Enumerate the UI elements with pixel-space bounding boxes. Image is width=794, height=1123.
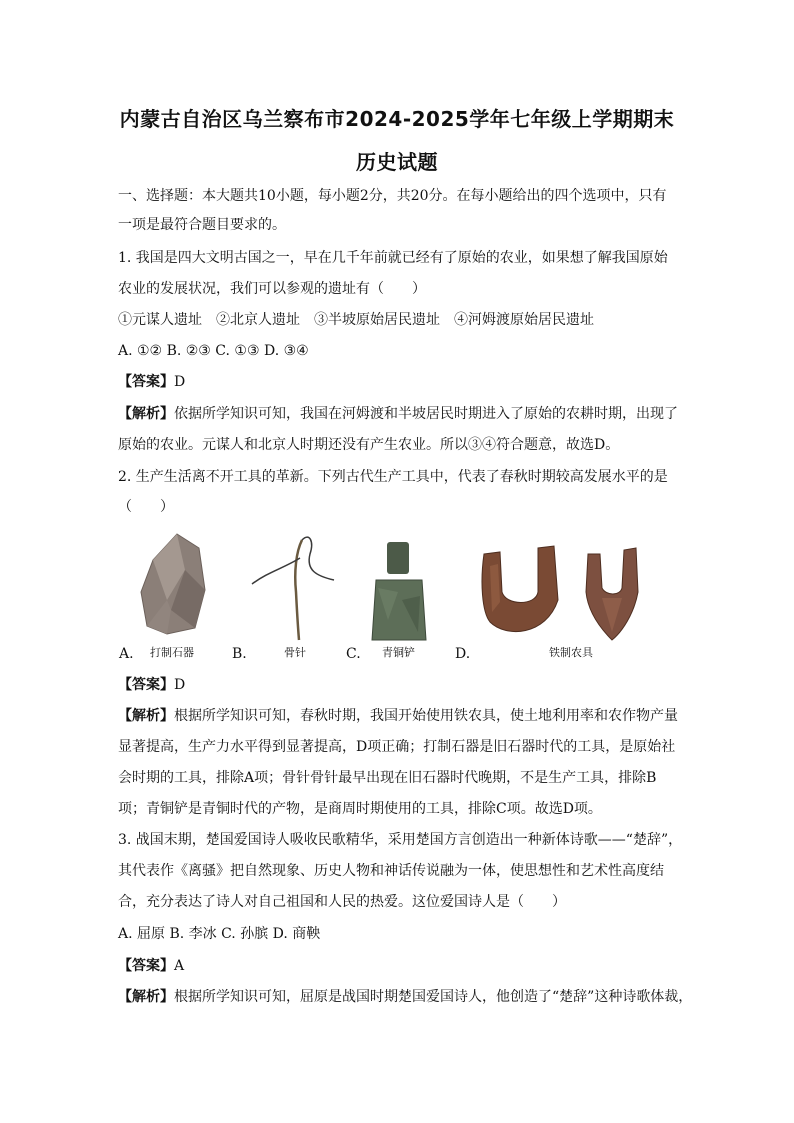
option-d-label: D. — [455, 646, 471, 662]
q1-stem-line2: 农业的发展状况，我们可以参观的遗址有（ ） — [118, 281, 426, 297]
q3-stem-line1: 3. 战国末期，楚国爱国诗人吸收民歌精华，采用楚国方言创造出一种新体诗歌——“楚辞”， — [118, 832, 683, 848]
option-b-label: B. — [232, 646, 247, 662]
caption-iron-tools: 铁制农具 — [549, 646, 593, 659]
analysis-label: 【解析】 — [118, 708, 174, 724]
section-heading-line1: 一、选择题：本大题共10小题，每小题2分，共20分。在每小题给出的四个选项中，只有 — [118, 188, 667, 204]
q1-analysis-line1 — [118, 404, 688, 424]
analysis-text: 根据所学知识可知，屈原是战国时期楚国爱国诗人，他创造了“楚辞”这种诗歌体裁， — [174, 989, 693, 1005]
q1-options: A. ①② B. ②③ C. ①③ D. ③④ — [118, 343, 309, 359]
answer-label: 【答案】 — [118, 374, 174, 390]
q2-analysis-line1 — [118, 706, 688, 726]
q3-answer — [118, 956, 688, 976]
q2-answer — [118, 675, 688, 695]
q3-stem-line3: 合，充分表达了诗人对自己祖国和人民的热爱。这位爱国诗人是（ ） — [118, 894, 566, 910]
q2-stem-line2: （ ） — [118, 499, 174, 515]
page-title-line1: 内蒙古自治区乌兰察布市2024-2025学年七年级上学期期末 — [119, 107, 675, 131]
page-title-line2: 历史试题 — [356, 150, 438, 174]
q3-analysis-line1 — [118, 987, 693, 1007]
q2-analysis-line4: 项；青铜铲是青铜时代的产物，是商周时期使用的工具，排除C项。故选D项。 — [118, 801, 602, 817]
answer-label: 【答案】 — [118, 958, 174, 974]
q2-analysis-line2: 显著提高，生产力水平得到显著提高，D项正确；打制石器是旧石器时代的工具，是原始社 — [118, 739, 676, 755]
answer-value: A — [174, 958, 185, 974]
q1-stem-line1: 1. 我国是四大文明古国之一，早在几千年前就已经有了原始的农业，如果想了解我国原始 — [118, 250, 668, 266]
section-heading-line2: 一项是最符合题目要求的。 — [118, 217, 286, 233]
q2-analysis-line3: 会时期的工具，排除A项；骨针骨针最早出现在旧石器时代晚期，不是生产工具，排除B — [118, 770, 657, 786]
analysis-label: 【解析】 — [118, 989, 174, 1005]
caption-bronze-spade: 青铜铲 — [382, 646, 415, 659]
analysis-text: 依据所学知识可知，我国在河姆渡和半坡居民时期进入了原始的农耕时期，出现了 — [174, 406, 678, 422]
q3-stem-line2: 其代表作《离骚》把自然现象、历史人物和神话传说融为一体，使思想性和艺术性高度结 — [118, 863, 664, 879]
answer-label: 【答案】 — [118, 677, 174, 693]
analysis-label: 【解析】 — [118, 406, 174, 422]
answer-value: D — [174, 374, 186, 390]
stone-tool-image — [137, 530, 209, 640]
q3-options: A. 屈原 B. 李冰 C. 孙膑 D. 商鞅 — [118, 926, 321, 942]
bronze-spade-image — [368, 540, 430, 642]
caption-stone-tool: 打制石器 — [150, 646, 194, 659]
q1-items: ①元谋人遗址 ②北京人遗址 ③半坡原始居民遗址 ④河姆渡原始居民遗址 — [118, 312, 594, 328]
iron-tools-image — [476, 542, 662, 642]
caption-bone-needle: 骨针 — [284, 646, 306, 659]
bone-needle-image — [250, 532, 345, 642]
q2-stem-line1: 2. 生产生活离不开工具的革新。下列古代生产工具中，代表了春秋时期较高发展水平的是 — [118, 469, 668, 485]
q1-analysis-line2: 原始的农业。元谋人和北京人时期还没有产生农业。所以③④符合题意，故选D。 — [118, 437, 620, 453]
option-c-label: C. — [346, 646, 361, 662]
answer-value: D — [174, 677, 186, 693]
q1-answer — [118, 372, 688, 392]
analysis-text: 根据所学知识可知，春秋时期，我国开始使用铁农具，使土地利用率和农作物产量 — [174, 708, 678, 724]
option-a-label: A. — [119, 646, 134, 662]
